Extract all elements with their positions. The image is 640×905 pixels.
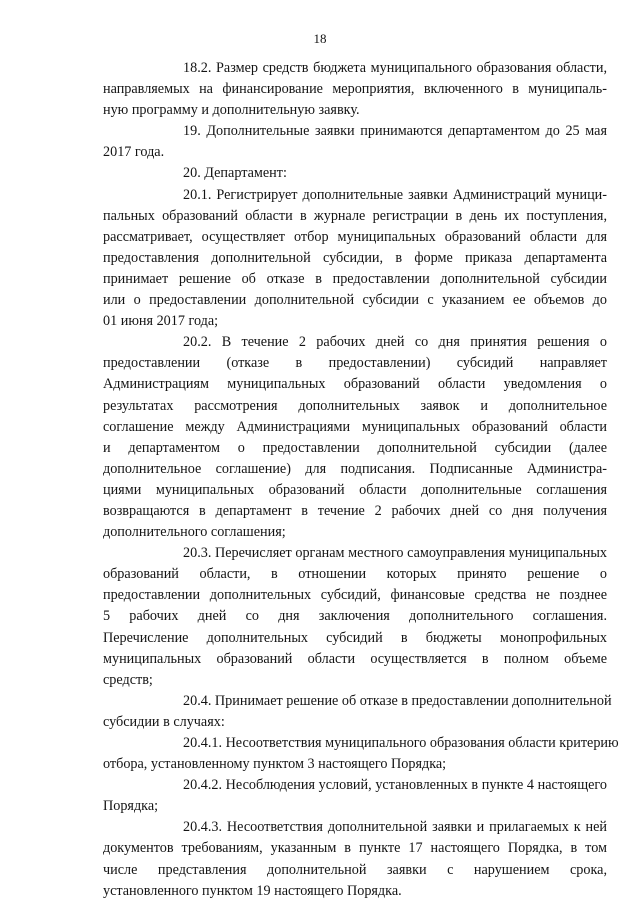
text-line: 2017 года. xyxy=(103,144,165,161)
text-line: предоставления дополнительной субсидии, в форме приказа департамента xyxy=(103,249,607,266)
text-line: возвращаются в департамент в течение 2 рабочих дней со дня получения xyxy=(103,502,607,519)
paragraph-p20-4-2 xyxy=(103,775,607,817)
text-line: 5 рабочих дней со дня заключения дополнительного соглашения. xyxy=(103,608,607,625)
text-line: 20.4.1. Несоответствия муниципального образования области критерию xyxy=(183,735,619,751)
text-line: пальных образований области в журнале регистрации в день их поступления, xyxy=(103,207,607,224)
text-line: отбора, установленному пунктом 3 настоящего Порядка; xyxy=(103,756,447,773)
text-line: Перечисление дополнительных субсидий в бюджеты монопрофильных xyxy=(103,629,607,646)
text-line: рассматривает, осуществляет отбор муниципальных образований области для xyxy=(103,228,607,245)
text-line: предоставлении дополнительных субсидий, финансовые средства не позднее xyxy=(103,587,607,604)
text-line: 19. Дополнительные заявки принимаются департаментом до 25 мая xyxy=(183,123,607,140)
text-line: принимает решение об отказе в предоставлении дополнительной субсидии xyxy=(103,270,607,287)
text-line: 18.2. Размер средств бюджета муниципального образования области, xyxy=(183,60,607,76)
text-line: средств; xyxy=(103,671,153,688)
text-line: документов требованиям, указанным в пункте 17 настоящего Порядка, в том xyxy=(103,840,607,857)
text-line: или о предоставлении дополнительной субсидии с указанием ее объемов до xyxy=(103,292,607,309)
text-line: 20.4. Принимает решение об отказе в предоставлении дополнительной xyxy=(183,692,612,709)
text-line: 20.4.2. Несоблюдения условий, установленных в пункте 4 настоящего xyxy=(183,777,607,794)
paragraph-p20-4-1 xyxy=(103,733,619,775)
text-line: и департаментом о предоставлении дополнительной субсидии (далее xyxy=(103,439,607,456)
paragraph-p19 xyxy=(103,121,607,163)
page-number: 18 xyxy=(313,31,327,46)
document-body xyxy=(103,58,619,902)
text-line: предоставлении (отказе в предоставлении) субсидий направляет xyxy=(103,355,607,372)
text-line: 20.1. Регистрирует дополнительные заявки Администраций муници- xyxy=(183,186,607,203)
text-line: 20. Департамент: xyxy=(183,165,287,182)
text-line: результатах рассмотрения дополнительных заявок и дополнительное xyxy=(103,397,607,414)
text-line: муниципальных образований области осуществляется в полном объеме xyxy=(103,650,607,667)
text-line: ную программу и дополнительную заявку. xyxy=(103,102,360,119)
text-line: установленного пунктом 19 настоящего Порядка. xyxy=(103,882,402,899)
text-line: Администрациям муниципальных образований области уведомления о xyxy=(103,376,607,393)
text-line: 20.2. В течение 2 рабочих дней со дня принятия решения о xyxy=(183,334,607,351)
paragraph-p20-3 xyxy=(103,543,607,691)
text-line: дополнительное соглашение) для подписания. Подписанные Администра- xyxy=(103,460,607,477)
text-line: числе представления дополнительной заявки с нарушением срока, xyxy=(103,861,607,878)
text-line: направляемых на финансирование мероприятия, включенного в муниципаль- xyxy=(103,81,607,98)
paragraph-p20-4 xyxy=(103,691,612,733)
text-line: 01 июня 2017 года; xyxy=(103,313,219,330)
text-line: Порядка; xyxy=(103,798,159,815)
text-line: дополнительного соглашения; xyxy=(103,524,286,541)
paragraph-p20 xyxy=(103,163,607,184)
paragraph-p18-2 xyxy=(103,58,607,121)
text-line: циями муниципальных образований области дополнительные соглашения xyxy=(103,481,607,498)
text-line: субсидии в случаях: xyxy=(103,713,225,730)
paragraph-p20-2 xyxy=(103,332,607,543)
text-line: образований области, в отношении которых принято решение о xyxy=(103,566,607,583)
text-line: соглашение между Администрациями муниципальных образований области xyxy=(103,418,607,435)
text-line: 20.3. Перечисляет органам местного самоуправления муниципальных xyxy=(183,545,607,562)
paragraph-p20-4-3 xyxy=(103,817,607,901)
text-line: 20.4.3. Несоответствия дополнительной заявки и прилагаемых к ней xyxy=(183,819,607,836)
paragraph-p20-1 xyxy=(103,185,607,333)
